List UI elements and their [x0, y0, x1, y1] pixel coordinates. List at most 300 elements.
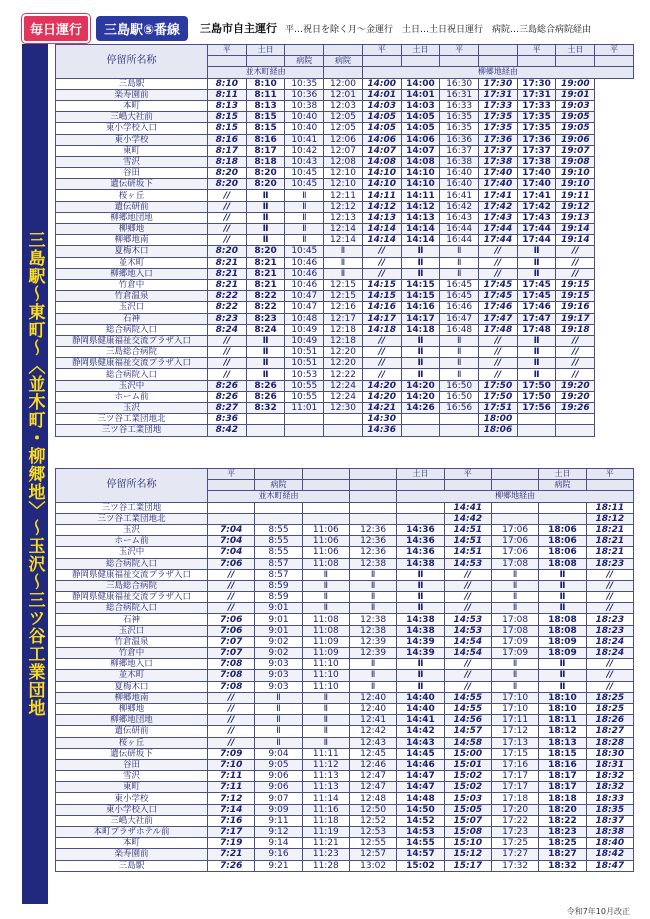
stop-name: 桜ヶ丘 [56, 737, 208, 748]
departure-time: 8:59 [255, 580, 302, 591]
departure-time: 18:12 [539, 726, 586, 737]
departure-time: Ⅱ [517, 335, 556, 346]
departure-time: // [208, 726, 255, 737]
departure-time: 18:38 [586, 827, 633, 838]
day-type-header: 土日 [246, 45, 285, 56]
departure-time: 7:04 [208, 524, 255, 535]
departure-time: 14:40 [397, 703, 444, 714]
departure-time: Ⅱ [401, 257, 440, 268]
departure-time: 17:40 [479, 179, 518, 190]
departure-time: 17:37 [517, 145, 556, 156]
departure-time: 8:32 [246, 403, 285, 414]
departure-time [246, 414, 285, 425]
table-row [56, 838, 634, 849]
departure-time: 18:32 [586, 771, 633, 782]
table-row [56, 112, 634, 123]
stop-name: 柳郷地南 [56, 235, 208, 246]
departure-time: 19:17 [556, 313, 595, 324]
departure-time [401, 414, 440, 425]
departure-time: 17:17 [491, 782, 538, 793]
departure-time: 17:16 [491, 759, 538, 770]
departure-time: 14:54 [444, 636, 491, 647]
departure-time: 15:02 [444, 771, 491, 782]
stop-name: 三島総合病院 [56, 580, 208, 591]
day-type-header: 土日 [401, 45, 440, 56]
departure-time: 14:57 [397, 849, 444, 860]
departure-time: 18:42 [586, 849, 633, 860]
day-type-header: 平 [362, 45, 401, 56]
departure-time: 19:18 [556, 324, 595, 335]
departure-time: 14:18 [401, 324, 440, 335]
table-row [56, 748, 634, 759]
departure-time: 18:17 [539, 771, 586, 782]
departure-time: 17:30 [517, 78, 556, 89]
departure-time: 8:20 [208, 179, 247, 190]
departure-time: 14:11 [362, 190, 401, 201]
departure-time: 12:39 [349, 648, 396, 659]
departure-time [556, 425, 595, 436]
departure-time: 12:38 [349, 614, 396, 625]
stop-name: 東小学校入口 [56, 123, 208, 134]
departure-time: 17:50 [479, 391, 518, 402]
departure-time: 17:30 [479, 78, 518, 89]
departure-time: 14:10 [401, 179, 440, 190]
stop-name: 本町 [56, 100, 208, 111]
departure-time: Ⅱ [491, 659, 538, 670]
departure-time: 14:17 [401, 313, 440, 324]
departure-time: 8:16 [246, 134, 285, 145]
departure-time: 14:54 [444, 648, 491, 659]
departure-time: 16:56 [440, 403, 479, 414]
departure-time: 16:40 [440, 179, 479, 190]
stop-name: 柳郷地団地 [56, 715, 208, 726]
stop-name: 総合病院入口 [56, 558, 208, 569]
stop-name: 玉沢中 [56, 380, 208, 391]
departure-time: 8:24 [208, 324, 247, 335]
departure-time: 8:20 [208, 246, 247, 257]
departure-time: Ⅱ [440, 358, 479, 369]
departure-time: 17:35 [517, 123, 556, 134]
day-type-header: 土日 [397, 469, 444, 480]
departure-time: Ⅱ [302, 737, 349, 748]
departure-time: 12:36 [349, 547, 396, 558]
departure-time: 15:05 [444, 804, 491, 815]
departure-time: 14:14 [362, 235, 401, 246]
departure-time: 18:24 [586, 636, 633, 647]
departure-time: 8:11 [208, 89, 247, 100]
departure-time: 8:21 [246, 268, 285, 279]
departure-time: 8:15 [208, 123, 247, 134]
departure-time: 16:31 [440, 89, 479, 100]
departure-time: // [479, 268, 518, 279]
day-type-header [349, 469, 396, 480]
stop-name: 本町プラザホテル前 [56, 827, 208, 838]
departure-time: Ⅱ [349, 659, 396, 670]
stop-name: 遺伝研坂下 [56, 179, 208, 190]
table-row [56, 123, 634, 134]
departure-time: 10:53 [285, 369, 324, 380]
departure-time: 14:56 [444, 715, 491, 726]
departure-time: 17:08 [491, 614, 538, 625]
departure-time: Ⅱ [440, 246, 479, 257]
departure-time: 12:05 [324, 123, 363, 134]
table-row [56, 403, 634, 414]
table-row [56, 513, 634, 524]
departure-time: 18:21 [586, 536, 633, 547]
departure-time: Ⅱ [302, 580, 349, 591]
departure-time [255, 513, 302, 524]
table-row [56, 625, 634, 636]
departure-time [285, 425, 324, 436]
stop-name: 石神 [56, 313, 208, 324]
departure-time: 12:14 [324, 224, 363, 235]
hospital-header [491, 480, 538, 491]
departure-time: 12:24 [324, 391, 363, 402]
departure-time: // [208, 347, 247, 358]
departure-time: 12:46 [349, 759, 396, 770]
departure-time: 17:33 [517, 100, 556, 111]
departure-time: 16:50 [440, 391, 479, 402]
departure-time: 18:33 [586, 793, 633, 804]
departure-time: 14:10 [401, 168, 440, 179]
departure-time: 8:17 [208, 145, 247, 156]
departure-time: 12:22 [324, 369, 363, 380]
departure-time: 8:21 [246, 257, 285, 268]
departure-time [397, 513, 444, 524]
legend-note: 平…祝日を除く月～金運行 土日…土日祝日運行 病院…三島総合病院経由 [285, 24, 592, 35]
departure-time: 8:20 [246, 179, 285, 190]
departure-time: 14:36 [397, 524, 444, 535]
table-row [56, 804, 634, 815]
departure-time: Ⅱ [397, 670, 444, 681]
departure-time: Ⅱ [440, 347, 479, 358]
stop-name: 柳郷地 [56, 224, 208, 235]
departure-time: 10:46 [285, 257, 324, 268]
departure-time: 8:22 [246, 291, 285, 302]
departure-time: 11:12 [302, 759, 349, 770]
departure-time: // [444, 592, 491, 603]
table-row [56, 324, 634, 335]
departure-time: 11:08 [302, 625, 349, 636]
departure-time: Ⅱ [397, 659, 444, 670]
table-row [56, 134, 634, 145]
departure-time: 16:38 [440, 156, 479, 167]
departure-time: 14:51 [444, 536, 491, 547]
departure-time: 14:05 [401, 112, 440, 123]
table-row [56, 425, 634, 436]
departure-time: 8:27 [208, 403, 247, 414]
departure-time: 11:23 [302, 849, 349, 860]
table-row [56, 536, 634, 547]
stop-name: 竹倉中 [56, 648, 208, 659]
departure-time: 15:03 [444, 793, 491, 804]
table-row [56, 849, 634, 860]
departure-time: // [556, 358, 595, 369]
table-row [56, 715, 634, 726]
departure-time: 17:45 [517, 279, 556, 290]
departure-time: Ⅱ [401, 335, 440, 346]
departure-time: 19:10 [556, 168, 595, 179]
stop-name: 玉沢口 [56, 302, 208, 313]
departure-time: 16:47 [440, 313, 479, 324]
departure-time: 15:10 [444, 838, 491, 849]
departure-time: // [586, 592, 633, 603]
departure-time: 19:12 [556, 201, 595, 212]
departure-time: 17:35 [479, 112, 518, 123]
departure-time: 12:14 [324, 235, 363, 246]
departure-time: 7:06 [208, 558, 255, 569]
departure-time: 17:27 [491, 849, 538, 860]
departure-time: 9:03 [255, 681, 302, 692]
departure-time: 19:16 [556, 302, 595, 313]
departure-time: 17:38 [517, 156, 556, 167]
hospital-header [479, 56, 518, 67]
table-row [56, 603, 634, 614]
departure-time: 18:00 [479, 414, 518, 425]
departure-time: Ⅱ [440, 257, 479, 268]
departure-time: 8:20 [246, 168, 285, 179]
departure-time: 11:09 [302, 648, 349, 659]
day-type-header [255, 469, 302, 480]
departure-time: 8:10 [246, 78, 285, 89]
table-row [56, 703, 634, 714]
hospital-header: 病院 [539, 480, 586, 491]
departure-time: Ⅱ [517, 347, 556, 358]
departure-time: 12:06 [324, 134, 363, 145]
departure-time: 9:04 [255, 748, 302, 759]
departure-time [302, 513, 349, 524]
departure-time: 7:14 [208, 804, 255, 815]
departure-time: 10:46 [285, 268, 324, 279]
departure-time: 14:18 [362, 324, 401, 335]
departure-time [397, 502, 444, 513]
departure-time: 18:27 [539, 849, 586, 860]
departure-time: // [208, 592, 255, 603]
departure-time: Ⅱ [349, 603, 396, 614]
stop-name: 谷田 [56, 759, 208, 770]
departure-time: 12:08 [324, 156, 363, 167]
stop-name: 三ツ谷工業団地北 [56, 513, 208, 524]
departure-time: 18:09 [539, 648, 586, 659]
departure-time: 14:39 [397, 636, 444, 647]
departure-time: 18:06 [479, 425, 518, 436]
hospital-header [302, 480, 349, 491]
departure-time: 16:33 [440, 100, 479, 111]
departure-time: 11:06 [302, 547, 349, 558]
table-row [56, 235, 634, 246]
stop-name-header: 停留所名称 [56, 45, 208, 79]
hospital-header [208, 56, 247, 67]
departure-time [491, 513, 538, 524]
departure-time: // [208, 358, 247, 369]
departure-time: 10:38 [285, 100, 324, 111]
departure-time: 8:10 [208, 78, 247, 89]
departure-time: 14:58 [444, 737, 491, 748]
departure-time: 12:36 [349, 524, 396, 535]
departure-time: 14:21 [362, 403, 401, 414]
departure-time: 7:04 [208, 536, 255, 547]
departure-time [208, 513, 255, 524]
departure-time: 14:20 [401, 391, 440, 402]
departure-time: 8:18 [246, 156, 285, 167]
via-route-header: 柳郷地経由 [397, 491, 634, 502]
departure-time: Ⅱ [491, 569, 538, 580]
day-type-header [302, 469, 349, 480]
departure-time: Ⅱ [349, 569, 396, 580]
departure-time: Ⅱ [285, 190, 324, 201]
departure-time: 12:18 [324, 335, 363, 346]
departure-time: // [362, 369, 401, 380]
departure-time: 17:09 [491, 636, 538, 647]
departure-time: 7:07 [208, 648, 255, 659]
departure-time: Ⅱ [246, 347, 285, 358]
stop-name: 柳郷地南 [56, 692, 208, 703]
departure-time: 14:38 [397, 558, 444, 569]
departure-time: 14:01 [401, 89, 440, 100]
departure-time: 17:51 [479, 403, 518, 414]
departure-time: 16:43 [440, 212, 479, 223]
departure-time: 14:55 [397, 838, 444, 849]
departure-time: // [556, 268, 595, 279]
departure-time: 19:08 [556, 156, 595, 167]
departure-time: 10:51 [285, 358, 324, 369]
table-row [56, 168, 634, 179]
departure-time: 14:01 [362, 89, 401, 100]
departure-time: // [362, 347, 401, 358]
table-row [56, 179, 634, 190]
departure-time: // [208, 737, 255, 748]
departure-time: // [208, 212, 247, 223]
departure-time: 14:00 [362, 78, 401, 89]
departure-time: Ⅱ [246, 335, 285, 346]
departure-time: Ⅱ [539, 681, 586, 692]
departure-time: 12:38 [349, 558, 396, 569]
departure-time: Ⅱ [539, 670, 586, 681]
departure-time: Ⅱ [491, 580, 538, 591]
departure-time: 8:55 [255, 536, 302, 547]
day-type-header: 平 [586, 469, 633, 480]
hospital-header [349, 480, 396, 491]
stop-name: ホーム前 [56, 536, 208, 547]
departure-time: 19:14 [556, 235, 595, 246]
departure-time: 17:15 [491, 748, 538, 759]
departure-time: 8:13 [246, 100, 285, 111]
departure-time: 7:21 [208, 849, 255, 860]
hospital-header [556, 56, 595, 67]
hospital-header: 病院 [285, 56, 324, 67]
departure-time: Ⅱ [302, 726, 349, 737]
departure-time: 9:14 [255, 838, 302, 849]
departure-time: 11:13 [302, 771, 349, 782]
departure-time: 14:36 [397, 547, 444, 558]
departure-time: 10:41 [285, 134, 324, 145]
departure-time: Ⅱ [440, 369, 479, 380]
departure-time: Ⅱ [539, 569, 586, 580]
departure-time: 10:47 [285, 302, 324, 313]
hospital-header [208, 480, 255, 491]
departure-time: 8:57 [255, 569, 302, 580]
departure-time: 19:01 [556, 89, 595, 100]
departure-time: 12:55 [349, 838, 396, 849]
departure-time: 8:17 [246, 145, 285, 156]
departure-time: 8:22 [246, 302, 285, 313]
departure-time: Ⅱ [255, 703, 302, 714]
departure-time: Ⅱ [539, 580, 586, 591]
departure-time: // [479, 347, 518, 358]
departure-time: 8:57 [255, 558, 302, 569]
timetable-outbound [55, 44, 634, 437]
departure-time: 8:21 [246, 279, 285, 290]
departure-time: // [208, 190, 247, 201]
departure-time: 17:44 [479, 235, 518, 246]
departure-time: 17:35 [479, 123, 518, 134]
day-type-header: 平 [517, 45, 556, 56]
table-row [56, 201, 634, 212]
departure-time: Ⅱ [491, 681, 538, 692]
departure-time: 16:41 [440, 190, 479, 201]
departure-time: 17:31 [517, 89, 556, 100]
departure-time: 7:08 [208, 681, 255, 692]
departure-time: 10:55 [285, 391, 324, 402]
departure-time: 14:48 [397, 793, 444, 804]
departure-time: 10:47 [285, 291, 324, 302]
stop-name: 玉沢中 [56, 547, 208, 558]
departure-time: 12:20 [324, 347, 363, 358]
departure-time: 8:15 [246, 112, 285, 123]
departure-time: 17:10 [491, 692, 538, 703]
stop-name: 谷田 [56, 168, 208, 179]
stop-name: 楽寿園前 [56, 89, 208, 100]
stop-name: 雪沢 [56, 771, 208, 782]
departure-time: 16:45 [440, 279, 479, 290]
departure-time: 11:08 [302, 614, 349, 625]
departure-time: 17:50 [517, 380, 556, 391]
departure-time: 17:12 [491, 726, 538, 737]
departure-time: 14:53 [444, 625, 491, 636]
departure-time: 12:50 [349, 804, 396, 815]
departure-time: // [479, 246, 518, 257]
via-route-header [349, 491, 396, 502]
departure-time: 8:23 [246, 313, 285, 324]
departure-time: 15:01 [444, 759, 491, 770]
table-row [56, 692, 634, 703]
table-row [56, 391, 634, 402]
departure-time: 16:40 [440, 168, 479, 179]
stop-name: 総合病院入口 [56, 369, 208, 380]
departure-time: 10:45 [285, 168, 324, 179]
departure-time: 11:08 [302, 558, 349, 569]
departure-time: // [556, 246, 595, 257]
departure-time: Ⅱ [246, 190, 285, 201]
departure-time: 14:45 [397, 748, 444, 759]
departure-time: 14:15 [362, 291, 401, 302]
stop-name: 総合病院入口 [56, 324, 208, 335]
departure-time: 11:19 [302, 827, 349, 838]
departure-time: 15:07 [444, 815, 491, 826]
table-row [56, 78, 634, 89]
departure-time: 10:49 [285, 324, 324, 335]
departure-time: 11:10 [302, 670, 349, 681]
departure-time: 8:11 [246, 89, 285, 100]
departure-time: 8:22 [208, 302, 247, 313]
stop-name: 静岡県健康福祉交流プラザ入口 [56, 592, 208, 603]
departure-time: Ⅱ [302, 592, 349, 603]
departure-time: 8:18 [208, 156, 247, 167]
stop-name: 遺伝研前 [56, 201, 208, 212]
departure-time: 14:05 [401, 123, 440, 134]
stop-name: 夏梅木口 [56, 681, 208, 692]
departure-time: 17:45 [479, 291, 518, 302]
